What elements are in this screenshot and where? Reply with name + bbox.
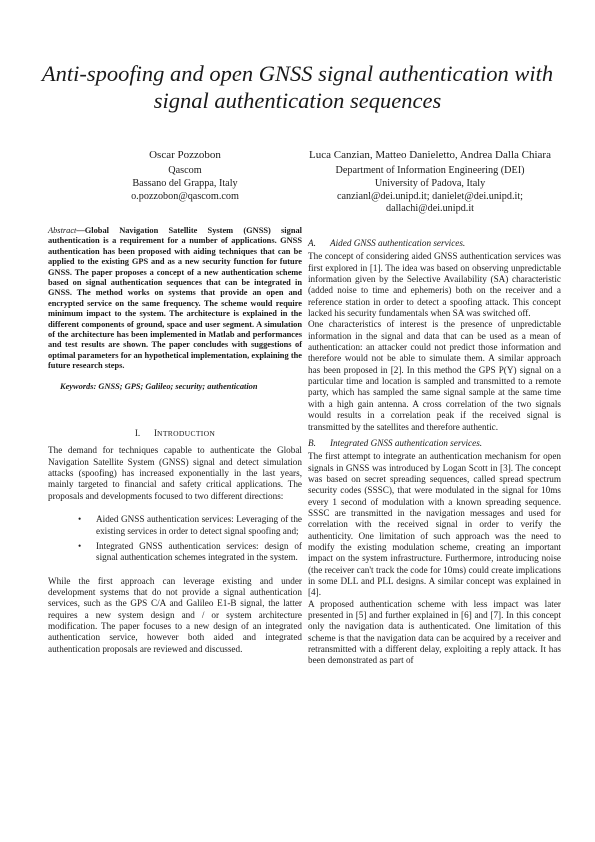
- author-email: o.pozzobon@qascom.com: [131, 190, 239, 202]
- author-affiliation: Qascom: [168, 165, 202, 176]
- bullet-icon: •: [78, 540, 82, 551]
- author-email: dallachi@dei.unipd.it: [385, 203, 475, 215]
- subsection-letter: B.: [308, 437, 316, 448]
- abstract-label: Abstract: [48, 226, 77, 235]
- list-item: [48, 514, 302, 537]
- intro-paragraph: The demand for techniques capable to authenticate the Global Navigation Satellite System (GNSS) signal and detect simulation attacks (spoofing) has increased exponentially in the last years, mainly targeted to financial and safety critical applications. The proposals and developments focused to two different directions:: [48, 445, 302, 501]
- bullet-list: [48, 514, 302, 563]
- column-spacer: [308, 226, 561, 234]
- list-item: [48, 541, 302, 564]
- list-item-text: Integrated GNSS authentication services: design of signal authentication schemes integrated in the system.: [96, 540, 302, 563]
- section-title-rest: NTRODUCTION: [157, 429, 216, 439]
- author-location: Bassano del Grappa, Italy: [132, 177, 238, 189]
- keywords-text: GNSS; GPS; Galileo; security; authentication: [96, 381, 258, 391]
- keywords-label: Keywords:: [60, 381, 97, 391]
- abstract: [48, 226, 302, 372]
- subsection-letter: A.: [308, 238, 316, 248]
- subsection-title: Integrated GNSS authentication services.: [330, 437, 483, 448]
- intro-paragraph: While the first approach can leverage existing and under development systems that do not provide a signal authentication services, such as the GPS C/A and Galileo E1-B signal, the latter requires a new system design and / or system architecture modification. The paper focuses to a new design of an integrated authentication service, however both aided and integrated authentication proposals are reviewed and discussed.: [48, 575, 302, 654]
- list-item-text: Aided GNSS authentication services: Leveraging of the existing services in order to detect signal spoofing and;: [96, 514, 302, 536]
- bullet-icon: •: [78, 514, 82, 525]
- section-heading: [48, 428, 302, 439]
- section-number: I.: [134, 428, 141, 439]
- body-paragraph: The concept of considering aided GNSS authentication services was first explored in [1]. The idea was based on observing unpredictable information given by the Selective Availability (SA) characteristic (added noise to time and ephemeris) both on the receiver and a reference station in order to detect a spoofing attack. This concept lacked his security fundamentals when SA was switched off.: [308, 251, 561, 319]
- body-paragraph: One characteristics of interest is the presence of unpredictable information in the signal and data that can be used as a mean of authentication: an attacker could not predict those information and therefore would not be able to simulate them. A similar approach has been proposed in [2]. In this method the GPS P(Y) signal on a particular time and location is sampled and transmitted to a remote party, which has sampled the same signal sample at the same time with a high gain antenna. A cross correlation of the two signals would results in a correlation peak if the received signal is transmitted by the satellites and therefore authentic.: [308, 319, 561, 432]
- subsection-heading: [308, 238, 561, 249]
- right-column: [308, 226, 561, 667]
- author-block-2: [300, 148, 560, 216]
- keywords: [48, 382, 302, 392]
- section-title-initial: I: [153, 428, 158, 439]
- author-email: canzianl@dei.unipd.it; danielet@dei.unipd.it;: [337, 190, 523, 202]
- subsection-title: Aided GNSS authentication services.: [330, 238, 466, 248]
- body-paragraph: The first attempt to integrate an authentication mechanism for open signals in GNSS was introduced by Logan Scott in [3]. The concept was based on secret spreading sequences, called spread spectrum security codes (SSSC), that were modulated in the signal for 10ms every 1 second of modulation with a known spreading sequence. SSSC are transmitted in the navigation messages and used for correlation with the received signal in order to verify the authenticity. One limitation of such approach was the need to modify the existing modulation scheme, creating an important impact on the system infrastructure. Furthermore, introducing noise (the receiver can't track the code for 10ms) could create implications in some DLL and PLL designs. A similar concept was explained in [4].: [308, 451, 561, 598]
- left-column: [48, 226, 302, 655]
- body-paragraph: A proposed authentication scheme with less impact was later presented in [5] and further explained in [6] and [7]. In this concept only the navigation data is authenticated. One limitation of this scheme is that the navigation data can be acquired by a receiver and retransmitted with a different delay, exploiting a reply attack. It has been demonstrated as part of: [308, 598, 561, 666]
- abstract-text: —Global Navigation Satellite System (GNSS) signal authentication is a requirement for a number of applications. GNSS authentication has been proposed with aiding techniques that can be applied to the existing GPS and as a new security function for future GNSS. The paper proposes a concept of a new authentication scheme based on signal authentication sequences that can be integrated in GNSS. The method works on systems that provide an open and encrypted service on the same frequency. The scheme would require minimum impact to the system. The architecture is explained in the different components of ground, space and user segment. A simulation of the architecture has been implemented in Matlab and performances and test results are shown. The paper concludes with suggestions of optimal parameters for an hypothetical implementation, explaining the future research steps.: [48, 226, 302, 371]
- author-affiliation: Department of Information Engineering (DEI): [335, 165, 525, 176]
- author-block-1: [75, 148, 295, 203]
- author-name: Oscar Pozzobon: [149, 149, 221, 161]
- paper-title: Anti-spoofing and open GNSS signal authentication with signal authentication sequences: [41, 61, 554, 113]
- subsection-heading: [308, 438, 561, 449]
- author-location: University of Padova, Italy: [374, 177, 486, 189]
- author-name: Luca Canzian, Matteo Danieletto, Andrea Dalla Chiara: [309, 149, 551, 161]
